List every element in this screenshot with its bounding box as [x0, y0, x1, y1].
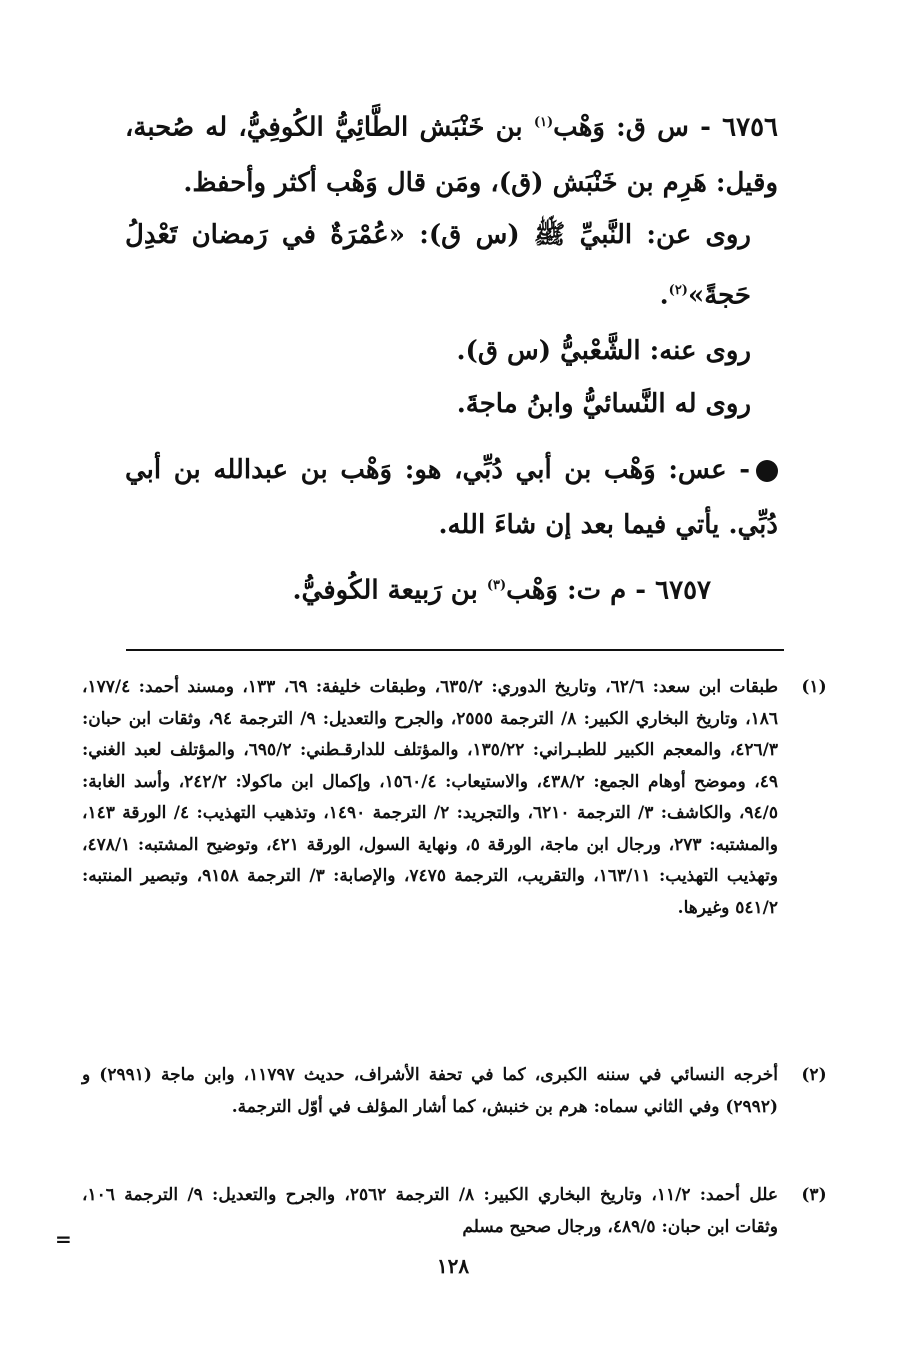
footnote-divider: [126, 649, 784, 651]
page-number: ١٢٨: [436, 1254, 470, 1278]
footnote-2: [82, 1060, 827, 1123]
riwaya-from-end: .: [659, 280, 669, 311]
entry-text-6757: بن رَبيعة الكُوفيُّ.: [292, 575, 487, 606]
footnote-ref-2[interactable]: (٢): [668, 283, 688, 298]
bullet-icon: [756, 460, 778, 482]
rawa-lahu: روى له النَّسائيُّ وابنُ ماجةَ.: [456, 389, 751, 419]
footnote-1: [82, 672, 827, 924]
entry-text: بن خَنْبَش الطَّائِيُّ الكُوفِيُّ، له صُحبة، وقيل: هَرِم بن خَنْبَش (ق)، ومَن قال وَهْب أكثر وأحفظ.: [125, 112, 778, 198]
footnote-number: (٢): [801, 1065, 827, 1085]
cross-reference-entry: [125, 443, 778, 553]
entry-6757: [125, 558, 711, 619]
riwaya-about: روى عنه: الشَّعْبيُّ (س ق).: [456, 336, 751, 366]
footnote-ref-3[interactable]: (٣): [486, 578, 507, 593]
continuation-mark: =: [55, 1227, 72, 1251]
footnote-number: (١): [801, 677, 827, 697]
footnote-ref-1[interactable]: (١): [533, 115, 554, 130]
footnote-text: علل أحمد: ١١/٢، وتاريخ البخاري الكبير: ٨/ الترجمة ٢٥٦٢، والجرح والتعديل: ٩/ الترجمة ١٠٦، وثقات ابن حبان: ٤٨٩/٥، ورجال صحيح مسلم: [82, 1185, 778, 1237]
entry-6756: [125, 95, 778, 211]
entry-heading: ٦٧٥٦ - س ق: وَهْب: [553, 112, 778, 143]
footnote-text: أخرجه النسائي في سننه الكبرى، كما في تحفة الأشراف، حديث ١١٧٩٧، وابن ماجة (٢٩٩١) و (٢٩٩٢) وفي الثاني سماه: هرم بن خنبش، كما أشار المؤلف في أوّل الترجمة.: [82, 1065, 778, 1117]
riwaya-from: [125, 208, 751, 324]
footnote-number: (٣): [801, 1185, 827, 1205]
entry-heading-6757: ٦٧٥٧ - م ت: وَهْب: [506, 575, 711, 606]
footnote-3: [82, 1180, 827, 1243]
footnote-text: طبقات ابن سعد: ٦٢/٦، وتاريخ الدوري: ٦٣٥/٢، وطبقات خليفة: ٦٩، ١٣٣، ومسند أحمد: ١٧٧/٤، ١٨٦، وتاريخ البخاري الكبير: ٨/ الترجمة ٢٥٥٥، والجرح والتعديل: ٩/ الترجمة ٩٤، وثقات ابن حبان: ٤٢٦/٣، والمعجم الكبير للطبـراني: ١٣٥/٢٢، والمؤتلف للدارقـطني: ٦٩٥/٢، والمؤتلف لعبد الغني: ٤٩، وموضح أوهام الجمع: ٤٣٨/٢، والاستيعاب: ١٥٦٠/٤، وإكمال ابن ماكولا: ٢٤٢/٢، وأسد الغابة: ٩٤/٥، والكاشف: ٣/ الترجمة ٦٢١٠، والتجريد: ٢/ الترجمة ١٤٩٠، وتذهيب التهذيب: ٤/ الورقة ١٤٣، والمشتبه: ٢٧٣، ورجال ابن ماجة، الورقة ٥، ونهاية السول، الورقة ٤٢١، وتوضيح المشتبه: ٤٧٨/١، وتهذيب التهذيب: ١٦٣/١١، والتقريب، الترجمة ٧٤٧٥، والإصابة: ٣/ الترجمة ٩١٥٨، وتبصير المنتبه: ٥٤١/٢ وغيرها.: [82, 677, 779, 918]
riwaya-from-text: روى عن: النَّبيِّ ﷺ (س ق): «عُمْرَةٌ في رَمضان تَعْدِلُ حَجةً»: [125, 220, 751, 311]
cross-reference-text: - عس: وَهْب بن أبي دُبِّي، هو: وَهْب بن عبدالله بن أبي دُبِّي. يأتي فيما بعد إن شاءَ الله.: [125, 455, 778, 540]
